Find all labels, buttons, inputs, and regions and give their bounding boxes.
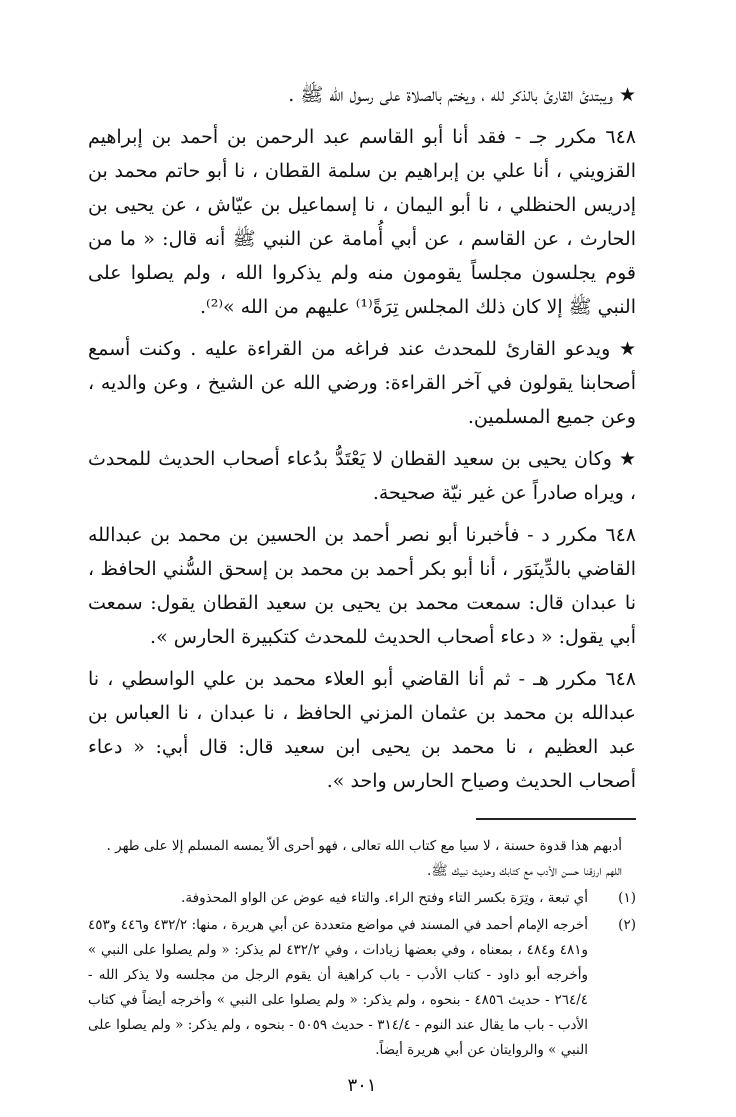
footnote-1 bbox=[88, 886, 636, 911]
footnote-separator bbox=[476, 818, 636, 820]
footnote-2 bbox=[88, 913, 636, 1063]
footnote-number: (١) bbox=[618, 890, 636, 906]
footnote-continuation bbox=[88, 834, 636, 884]
paragraph-yahya-qattan: ★ وكان يحيى بن سعيد القطان لا يَعْتَدُّ بدُعاء أصحاب الحديث للمحدث ، ويراه صادراً عن غير نيّة صحيحة. bbox=[88, 448, 636, 504]
footnote-continuation-line: أدبهم هذا قدوة حسنة ، لا سيا مع كتاب الله تعالى ، فهو أحرى ألاّ يمسه المسلم إلا على طهر . bbox=[106, 838, 622, 854]
paragraph-hadith-648-d: ٦٤٨ مكرر د - فأخبرنا أبو نصر أحمد بن الحسين بن محمد بن عبدالله القاضي بالدِّينَوَر ، أنا أبو بكر أحمد بن محمد بن إسحق السُّني الحافظ ، نا عبدان قال: سمعت محمد بن يحيى بن سعيد القطان يقول: سمعت أبي يقول: « دعاء أصحاب الحديث للمحدث كتكبيرة الحارس ». bbox=[88, 524, 636, 648]
main-text bbox=[88, 78, 636, 798]
paragraph-hadith-648-h: ٦٤٨ مكرر هـ - ثم أنا القاضي أبو العلاء محمد بن علي الواسطي ، نا عبدالله بن محمد بن عثمان المزني الحافظ ، نا عبدان ، نا العباس بن عبد العظيم ، نا محمد بن يحيى ابن سعيد قال: قال أبي: « دعاء أصحاب الحديث وصياح الحارس واحد ». bbox=[88, 668, 637, 792]
paragraph-reciter-prays: ★ ويدعو القارئ للمحدث عند فراغه من القراءة عليه . وكنت أسمع أصحابنا يقولون في آخر القراءة: ورضي الله عن الشيخ ، وعن والديه ، وعن جميع المسلمين. bbox=[88, 338, 636, 428]
footnotes bbox=[88, 834, 636, 1063]
book-page bbox=[88, 78, 636, 1096]
paragraph-reciter-begins: ★ ويبتدئ القارئ بالذكر لله ، ويختم بالصلاة على رسول الله ﷺ . bbox=[288, 84, 636, 106]
footnote-continuation-line: اللهم ارزقنا حسن الأدب مع كتابك وحديث نبيك ﷺ. bbox=[427, 863, 622, 879]
page-number: ٣٠١ bbox=[347, 1075, 377, 1096]
footnote-number: (٢) bbox=[618, 917, 636, 933]
footnote-text: أخرجه الإمام أحمد في المسند في مواضع متعددة عن أبي هريرة ، منها: ٤٣٢/٢ و٤٤٦ و٤٥٣ و٤٨١ و٤٨٤ ، بمعناه ، وفي بعضها زيادات ، وفي ٤٣٢/٢ لم يذكر: « ولم يصلوا على النبي » وأخرجه أبو داود - كتاب الأدب - باب كراهية أن يقوم الرجل من مجلسه ولا يذكر الله - ٢٦٤/٤ - حديث ٤٨٥٦ - بنحوه ، ولم يذكر: « ولم يصلوا على النبي » وأخرجه أيضاً في كتاب الأدب - باب ما يقال عند النوم - ٣١٤/٤ - حديث ٥٠٥٩ - بنحوه ، ولم يذكر: « ولم يصلوا على النبي » والروايتان عن أبي هريرة أيضاً. bbox=[88, 917, 589, 1058]
footnote-text: أي تبعة ، وتِرَة بكسر التاء وفتح الراء. والتاء فيه عوض عن الواو المحذوفة. bbox=[181, 890, 588, 906]
paragraph-hadith-648-j: ٦٤٨ مكرر جـ - فقد أنا أبو القاسم عبد الرحمن بن أحمد بن إبراهيم القزويني ، أنا علي بن إبراهيم بن سلمة القطان ، نا أبو حاتم محمد بن إدريس الحنظلي ، نا أبو اليمان ، نا إسماعيل بن عيّاش ، عن يحيى بن الحارث ، عن القاسم ، عن أبي أُمامة عن النبي ﷺ أنه قال: « ما من قوم يجلسون مجلساً يقومون منه ولم يذكروا الله ، ولم يصلوا على النبي ﷺ إلا كان ذلك المجلس تِرَةً⁽¹⁾ عليهم من الله »⁽²⁾. bbox=[88, 126, 636, 318]
